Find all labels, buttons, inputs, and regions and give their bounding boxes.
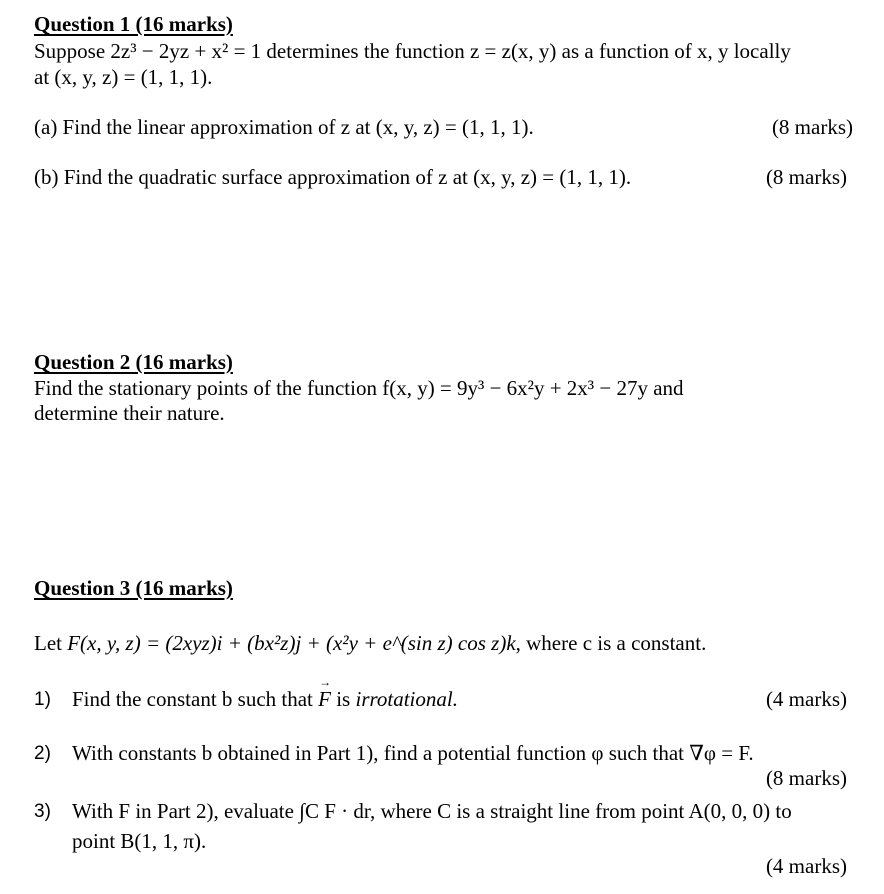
q3-vector-field-formula: F(x, y, z) = (2xyz)i + (bx²z)j + (x²y + e^(sin z) cos z)k [67, 631, 516, 655]
q3-item1-vector-f: → F [318, 689, 331, 710]
q1-heading: Question 1 (16 marks) [34, 12, 233, 36]
q3-item1-marks: (4 marks) [765, 687, 847, 711]
q3-item1-number: 1) [34, 689, 51, 710]
q1-part-b: (b) Find the quadratic surface approximation of z at (x, y, z) = (1, 1, 1). [34, 165, 632, 189]
q2-heading: Question 2 (16 marks) [34, 350, 233, 374]
q2-statement-line2: determine their nature. [34, 401, 225, 425]
q3-intro [34, 633, 706, 654]
q3-intro-prefix: Let [34, 631, 68, 655]
q3-item2-marks: (8 marks) [765, 766, 847, 790]
q3-item2-text: With constants b obtained in Part 1), find a potential function φ such that ∇φ = F. [72, 741, 754, 765]
q1-part-a: (a) Find the linear approximation of z at (x, y, z) = (1, 1, 1). [34, 115, 534, 139]
q1-statement-line2: at (x, y, z) = (1, 1, 1). [34, 65, 213, 89]
q3-item1-text-d: irrotational. [355, 687, 458, 711]
q3-heading: Question 3 (16 marks) [34, 576, 233, 600]
q3-item3-line1: With F in Part 2), evaluate ∫C F · dr, where C is a straight line from point A(0, 0, 0) to [72, 799, 792, 823]
q3-intro-suffix: , where c is a constant. [515, 631, 707, 655]
q2-statement-line1: Find the stationary points of the function f(x, y) = 9y³ − 6x²y + 2x³ − 27y and [34, 376, 684, 400]
q3-item1-text-a: Find the constant b such that [72, 687, 319, 711]
q1-part-a-marks: (8 marks) [771, 115, 853, 139]
q1-statement-line1: Suppose 2z³ − 2yz + x² = 1 determines the function z = z(x, y) as a function of x, y locally [34, 39, 791, 63]
q1-part-b-marks: (8 marks) [765, 165, 847, 189]
q3-item2-number: 2) [34, 743, 51, 764]
q3-item3-number: 3) [34, 801, 51, 822]
q3-item1-text-c: is [330, 687, 356, 711]
q3-item3-line2: point B(1, 1, π). [72, 829, 207, 853]
q3-item1-text [72, 689, 458, 710]
q3-item3-marks: (4 marks) [765, 854, 847, 878]
